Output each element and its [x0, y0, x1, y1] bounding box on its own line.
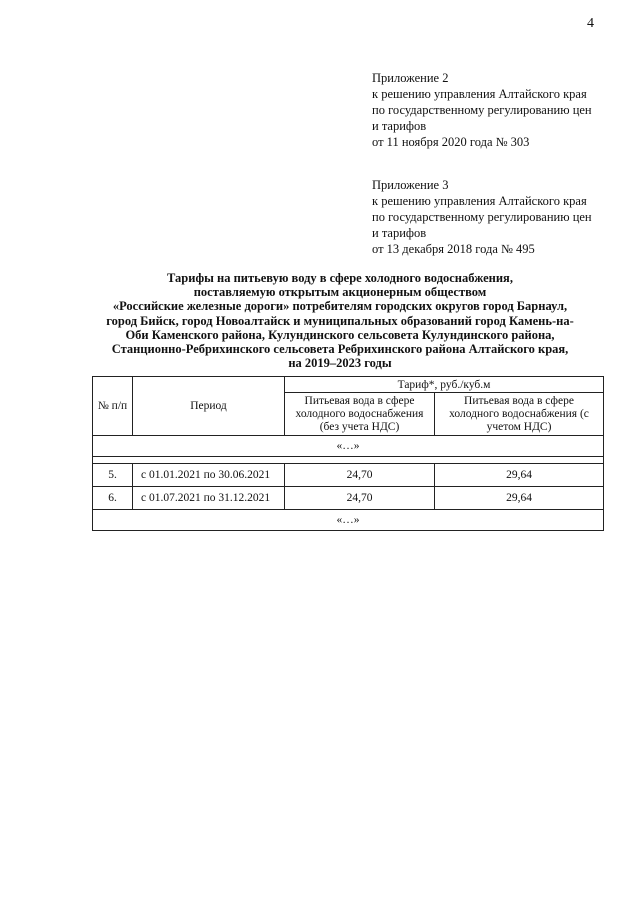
ellipsis-top: «…» — [93, 436, 604, 457]
header-tariff: Тариф*, руб./куб.м — [285, 377, 604, 393]
title-line: на 2019–2023 годы — [288, 356, 392, 371]
row-with-vat: 29,64 — [435, 464, 604, 487]
document-title — [80, 271, 600, 370]
row-num: 5. — [93, 464, 133, 487]
table-gap — [93, 457, 604, 464]
row-period: с 01.07.2021 по 31.12.2021 — [133, 487, 285, 510]
header-with-vat: Питьевая вода в сфере холодного водоснабжения (с учетом НДС) — [435, 393, 604, 436]
appendix-2-line: и тарифов — [372, 119, 427, 133]
appendix-3-line: и тарифов — [372, 226, 427, 240]
title-line: город Бийск, город Новоалтайск и муниципальных образований город Камень-на- — [106, 313, 574, 328]
table-row — [93, 487, 604, 510]
table-row — [93, 464, 604, 487]
title-line: «Российские железные дороги» потребителям городских округов город Барнаул, — [112, 299, 568, 314]
title-line: поставляемую открытым акционерным обществом — [193, 285, 487, 300]
appendix-3-line: Приложение 3 — [372, 178, 449, 192]
ellipsis-bottom: «…» — [93, 510, 604, 531]
appendix-2-line: от 11 ноября 2020 года № 303 — [372, 135, 530, 149]
appendix-3-line: от 13 декабря 2018 года № 495 — [372, 242, 535, 256]
row-with-vat: 29,64 — [435, 487, 604, 510]
header-without-vat: Питьевая вода в сфере холодного водоснабжения (без учета НДС) — [285, 393, 435, 436]
title-line: Станционно-Ребрихинского сельсовета Ребрихинского района Алтайского края, — [111, 342, 569, 357]
appendix-2-line: к решению управления Алтайского края — [372, 87, 587, 101]
header-period: Период — [133, 377, 285, 436]
appendix-2-line: Приложение 2 — [372, 71, 449, 85]
row-without-vat: 24,70 — [285, 464, 435, 487]
title-line: Оби Каменского района, Кулундинского сельсовета Кулундинского района, — [125, 327, 555, 342]
appendix-3-line: к решению управления Алтайского края — [372, 194, 587, 208]
appendix-3-line: по государственному регулированию цен — [372, 210, 592, 224]
appendix-3-block — [372, 177, 622, 257]
row-period: с 01.01.2021 по 30.06.2021 — [133, 464, 285, 487]
title-line: Тарифы на питьевую воду в сфере холодного водоснабжения, — [167, 271, 513, 285]
page-number: 4 — [587, 16, 594, 31]
appendix-2-line: по государственному регулированию цен — [372, 103, 592, 117]
appendix-2-block — [372, 70, 622, 150]
row-without-vat: 24,70 — [285, 487, 435, 510]
row-num: 6. — [93, 487, 133, 510]
tariff-table — [92, 376, 604, 531]
header-num: № п/п — [93, 377, 133, 436]
